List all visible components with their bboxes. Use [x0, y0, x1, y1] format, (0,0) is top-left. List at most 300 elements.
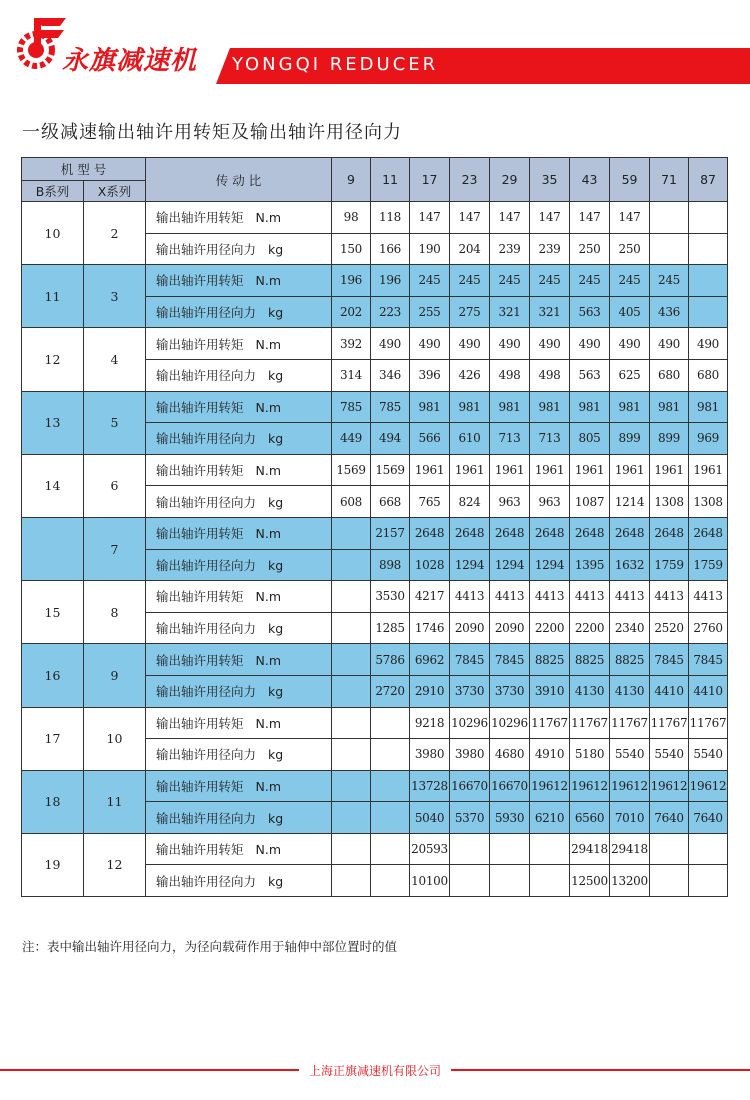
- radial-value-cell: 713: [490, 423, 530, 455]
- radial-value-cell: [332, 549, 371, 581]
- torque-value-cell: 1961: [689, 454, 728, 486]
- radial-value-cell: 3980: [450, 739, 490, 771]
- torque-value-cell: 29418: [570, 833, 610, 865]
- torque-value-cell: 19612: [610, 770, 650, 802]
- torque-value-cell: 2157: [371, 517, 410, 549]
- radial-unit: kg: [268, 684, 284, 700]
- radial-value-cell: 2090: [490, 612, 530, 644]
- radial-value-cell: 204: [450, 233, 490, 265]
- radial-label: 输出轴许用径向力: [156, 494, 257, 510]
- radial-label: 输出轴许用径向力: [156, 431, 257, 447]
- radial-label-cell: [146, 865, 332, 897]
- torque-value-cell: [689, 833, 728, 865]
- radial-label-cell: [146, 486, 332, 518]
- radial-value-cell: 4130: [610, 675, 650, 707]
- b-series-model: 14: [22, 454, 84, 517]
- radial-value-cell: 3980: [410, 739, 450, 771]
- radial-value-cell: 563: [570, 296, 610, 328]
- radial-value-cell: 1087: [570, 486, 610, 518]
- radial-label: 输出轴许用径向力: [156, 810, 257, 826]
- radial-value-cell: 5180: [570, 739, 610, 771]
- radial-label-cell: [146, 675, 332, 707]
- radial-value-cell: 2720: [371, 675, 410, 707]
- radial-value-cell: 1028: [410, 549, 450, 581]
- torque-value-cell: 245: [490, 265, 530, 297]
- b-series-model: 12: [22, 328, 84, 391]
- torque-value-cell: 981: [530, 391, 570, 423]
- radial-value-cell: 498: [530, 359, 570, 391]
- torque-value-cell: [332, 770, 371, 802]
- torque-value-cell: 245: [410, 265, 450, 297]
- ratio-cell: 23: [450, 158, 490, 202]
- torque-value-cell: 1961: [650, 454, 689, 486]
- x-series-model: 10: [84, 707, 146, 770]
- x-series-model: 6: [84, 454, 146, 517]
- torque-value-cell: 19612: [530, 770, 570, 802]
- radial-value-cell: 668: [371, 486, 410, 518]
- torque-value-cell: 10296: [490, 707, 530, 739]
- radial-value-cell: 899: [650, 423, 689, 455]
- torque-value-cell: 11767: [610, 707, 650, 739]
- torque-value-cell: 147: [570, 202, 610, 234]
- radial-unit: kg: [268, 431, 284, 447]
- torque-value-cell: 1961: [570, 454, 610, 486]
- x-series-model: 4: [84, 328, 146, 391]
- torque-value-cell: 7845: [689, 644, 728, 676]
- torque-value-cell: 2648: [450, 517, 490, 549]
- torque-value-cell: 490: [530, 328, 570, 360]
- torque-unit: N.m: [255, 210, 282, 226]
- radial-value-cell: 2910: [410, 675, 450, 707]
- torque-row: [22, 391, 728, 423]
- radial-unit: kg: [268, 747, 284, 763]
- radial-label: 输出轴许用径向力: [156, 241, 257, 257]
- b-series-model: 18: [22, 770, 84, 833]
- radial-value-cell: 2340: [610, 612, 650, 644]
- torque-value-cell: 16670: [490, 770, 530, 802]
- radial-value-cell: 5370: [450, 802, 490, 834]
- ratio-header: 传 动 比: [146, 158, 332, 202]
- radial-value-cell: 223: [371, 296, 410, 328]
- b-series-model: [22, 517, 84, 580]
- radial-unit: kg: [268, 810, 284, 826]
- torque-value-cell: 2648: [490, 517, 530, 549]
- page-header: [0, 0, 750, 110]
- torque-unit: N.m: [255, 652, 282, 668]
- torque-value-cell: 4413: [450, 581, 490, 613]
- table-note: 注：表中输出轴许用径向力，为径向载荷作用于轴伸中部位置时的值: [22, 939, 398, 954]
- radial-value-cell: 1746: [410, 612, 450, 644]
- radial-label: 输出轴许用径向力: [156, 305, 257, 321]
- torque-value-cell: 490: [410, 328, 450, 360]
- ratio-cell: 59: [610, 158, 650, 202]
- radial-value-cell: 805: [570, 423, 610, 455]
- torque-row: [22, 328, 728, 360]
- torque-value-cell: 11767: [570, 707, 610, 739]
- radial-value-cell: [650, 233, 689, 265]
- radial-value-cell: 494: [371, 423, 410, 455]
- x-series-model: 11: [84, 770, 146, 833]
- torque-value-cell: 490: [610, 328, 650, 360]
- torque-row: [22, 202, 728, 234]
- torque-value-cell: 1569: [332, 454, 371, 486]
- torque-value-cell: 245: [650, 265, 689, 297]
- torque-value-cell: 4413: [530, 581, 570, 613]
- torque-label-cell: [146, 328, 332, 360]
- torque-value-cell: 4413: [570, 581, 610, 613]
- torque-value-cell: 3530: [371, 581, 410, 613]
- torque-value-cell: 245: [530, 265, 570, 297]
- spec-table-body: [22, 158, 728, 897]
- torque-label-cell: [146, 644, 332, 676]
- brand-name-en: YONGQI REDUCER: [232, 54, 439, 75]
- company-name: 上海正旗减速机有限公司: [299, 1064, 451, 1078]
- radial-value-cell: 436: [650, 296, 689, 328]
- radial-value-cell: [371, 865, 410, 897]
- radial-label-cell: [146, 359, 332, 391]
- ratio-cell: 29: [490, 158, 530, 202]
- torque-value-cell: 13728: [410, 770, 450, 802]
- torque-value-cell: 196: [332, 265, 371, 297]
- radial-value-cell: 765: [410, 486, 450, 518]
- radial-value-cell: 963: [530, 486, 570, 518]
- radial-value-cell: 396: [410, 359, 450, 391]
- torque-value-cell: 147: [410, 202, 450, 234]
- torque-value-cell: 392: [332, 328, 371, 360]
- torque-value-cell: 981: [689, 391, 728, 423]
- torque-value-cell: 785: [371, 391, 410, 423]
- torque-value-cell: 4413: [490, 581, 530, 613]
- radial-label: 输出轴许用径向力: [156, 368, 257, 384]
- torque-value-cell: 7845: [650, 644, 689, 676]
- radial-value-cell: 2090: [450, 612, 490, 644]
- radial-value-cell: [332, 865, 371, 897]
- torque-value-cell: 981: [610, 391, 650, 423]
- radial-label-cell: [146, 739, 332, 771]
- radial-value-cell: [371, 739, 410, 771]
- radial-value-cell: 1294: [530, 549, 570, 581]
- radial-value-cell: [332, 612, 371, 644]
- radial-value-cell: 1294: [490, 549, 530, 581]
- torque-label: 输出轴许用转矩: [156, 842, 244, 858]
- torque-unit: N.m: [255, 526, 282, 542]
- torque-unit: N.m: [255, 778, 282, 794]
- footer: [0, 1060, 750, 1079]
- torque-row: [22, 265, 728, 297]
- radial-value-cell: 12500: [570, 865, 610, 897]
- torque-value-cell: 490: [689, 328, 728, 360]
- torque-value-cell: [371, 833, 410, 865]
- radial-value-cell: [530, 865, 570, 897]
- radial-value-cell: 969: [689, 423, 728, 455]
- torque-value-cell: 147: [610, 202, 650, 234]
- torque-value-cell: [371, 770, 410, 802]
- radial-value-cell: 449: [332, 423, 371, 455]
- torque-label-cell: [146, 391, 332, 423]
- radial-value-cell: 275: [450, 296, 490, 328]
- radial-value-cell: 5930: [490, 802, 530, 834]
- torque-value-cell: 19612: [650, 770, 689, 802]
- radial-unit: kg: [268, 621, 284, 637]
- radial-value-cell: 898: [371, 549, 410, 581]
- torque-value-cell: 981: [490, 391, 530, 423]
- radial-value-cell: 498: [490, 359, 530, 391]
- torque-value-cell: 245: [570, 265, 610, 297]
- radial-value-cell: 899: [610, 423, 650, 455]
- torque-unit: N.m: [255, 589, 282, 605]
- header-row: [22, 158, 728, 181]
- ratio-cell: 71: [650, 158, 689, 202]
- ratio-cell: 9: [332, 158, 371, 202]
- torque-value-cell: 4217: [410, 581, 450, 613]
- torque-row: [22, 770, 728, 802]
- torque-value-cell: 5786: [371, 644, 410, 676]
- torque-label: 输出轴许用转矩: [156, 210, 244, 226]
- radial-value-cell: [332, 739, 371, 771]
- radial-value-cell: 4680: [490, 739, 530, 771]
- radial-unit: kg: [268, 241, 284, 257]
- torque-value-cell: 2648: [689, 517, 728, 549]
- torque-value-cell: 196: [371, 265, 410, 297]
- radial-value-cell: 239: [490, 233, 530, 265]
- radial-value-cell: 2520: [650, 612, 689, 644]
- radial-label: 输出轴许用径向力: [156, 684, 257, 700]
- torque-value-cell: 7845: [490, 644, 530, 676]
- radial-value-cell: 1395: [570, 549, 610, 581]
- torque-label: 输出轴许用转矩: [156, 652, 244, 668]
- torque-value-cell: 29418: [610, 833, 650, 865]
- torque-row: [22, 833, 728, 865]
- torque-value-cell: 20593: [410, 833, 450, 865]
- b-series-model: 15: [22, 581, 84, 644]
- torque-value-cell: 11767: [689, 707, 728, 739]
- radial-value-cell: 250: [570, 233, 610, 265]
- torque-value-cell: 1961: [610, 454, 650, 486]
- radial-unit: kg: [268, 368, 284, 384]
- radial-value-cell: 1214: [610, 486, 650, 518]
- torque-value-cell: 981: [450, 391, 490, 423]
- torque-unit: N.m: [255, 463, 282, 479]
- radial-unit: kg: [268, 305, 284, 321]
- radial-value-cell: 7010: [610, 802, 650, 834]
- x-series-model: 12: [84, 833, 146, 896]
- radial-label-cell: [146, 802, 332, 834]
- torque-value-cell: [332, 707, 371, 739]
- radial-label-cell: [146, 612, 332, 644]
- model-header: 机 型 号: [22, 158, 146, 181]
- x-series-model: 5: [84, 391, 146, 454]
- torque-value-cell: 981: [650, 391, 689, 423]
- torque-value-cell: 11767: [650, 707, 689, 739]
- radial-value-cell: 4130: [570, 675, 610, 707]
- radial-value-cell: 6210: [530, 802, 570, 834]
- torque-label-cell: [146, 707, 332, 739]
- radial-value-cell: [689, 233, 728, 265]
- radial-label: 输出轴许用径向力: [156, 873, 257, 889]
- torque-value-cell: 1961: [410, 454, 450, 486]
- radial-value-cell: 4410: [689, 675, 728, 707]
- torque-value-cell: 4413: [689, 581, 728, 613]
- torque-value-cell: 4413: [610, 581, 650, 613]
- radial-value-cell: [490, 865, 530, 897]
- radial-value-cell: 250: [610, 233, 650, 265]
- torque-value-cell: 118: [371, 202, 410, 234]
- radial-value-cell: 321: [530, 296, 570, 328]
- radial-value-cell: [689, 865, 728, 897]
- ratio-cell: 35: [530, 158, 570, 202]
- torque-label: 输出轴许用转矩: [156, 778, 244, 794]
- torque-value-cell: [450, 833, 490, 865]
- torque-value-cell: [332, 833, 371, 865]
- torque-unit: N.m: [255, 842, 282, 858]
- b-series-model: 13: [22, 391, 84, 454]
- radial-label: 输出轴许用径向力: [156, 747, 257, 763]
- b-series-header: B系列: [22, 181, 84, 202]
- radial-value-cell: [450, 865, 490, 897]
- radial-value-cell: 2200: [530, 612, 570, 644]
- radial-value-cell: 1285: [371, 612, 410, 644]
- radial-value-cell: 625: [610, 359, 650, 391]
- torque-value-cell: [689, 202, 728, 234]
- torque-value-cell: 981: [570, 391, 610, 423]
- torque-value-cell: 8825: [610, 644, 650, 676]
- torque-value-cell: [332, 581, 371, 613]
- torque-value-cell: 19612: [570, 770, 610, 802]
- torque-value-cell: 8825: [570, 644, 610, 676]
- torque-value-cell: 1961: [530, 454, 570, 486]
- brand-name-cn: 永旗减速机: [62, 46, 198, 76]
- torque-value-cell: 4413: [650, 581, 689, 613]
- torque-unit: N.m: [255, 336, 282, 352]
- torque-value-cell: 7845: [450, 644, 490, 676]
- radial-value-cell: 1308: [650, 486, 689, 518]
- radial-value-cell: 13200: [610, 865, 650, 897]
- ratio-cell: 43: [570, 158, 610, 202]
- torque-value-cell: 490: [371, 328, 410, 360]
- x-series-model: 2: [84, 202, 146, 265]
- radial-value-cell: 239: [530, 233, 570, 265]
- torque-value-cell: 2648: [570, 517, 610, 549]
- radial-label-cell: [146, 233, 332, 265]
- torque-label-cell: [146, 517, 332, 549]
- radial-label-cell: [146, 549, 332, 581]
- radial-value-cell: 190: [410, 233, 450, 265]
- torque-value-cell: 147: [450, 202, 490, 234]
- torque-label: 输出轴许用转矩: [156, 273, 244, 289]
- torque-label-cell: [146, 581, 332, 613]
- torque-value-cell: 19612: [689, 770, 728, 802]
- radial-value-cell: 1294: [450, 549, 490, 581]
- radial-value-cell: 202: [332, 296, 371, 328]
- torque-value-cell: 9218: [410, 707, 450, 739]
- torque-row: [22, 707, 728, 739]
- torque-value-cell: 2648: [610, 517, 650, 549]
- b-series-model: 11: [22, 265, 84, 328]
- torque-value-cell: 1961: [490, 454, 530, 486]
- torque-value-cell: 1961: [450, 454, 490, 486]
- radial-label-cell: [146, 296, 332, 328]
- torque-value-cell: [530, 833, 570, 865]
- radial-value-cell: 3730: [490, 675, 530, 707]
- radial-label: 输出轴许用径向力: [156, 557, 257, 573]
- radial-value-cell: 680: [689, 359, 728, 391]
- x-series-model: 3: [84, 265, 146, 328]
- x-series-header: X系列: [84, 181, 146, 202]
- radial-value-cell: [332, 675, 371, 707]
- torque-value-cell: 98: [332, 202, 371, 234]
- radial-value-cell: 346: [371, 359, 410, 391]
- radial-value-cell: 713: [530, 423, 570, 455]
- radial-value-cell: 3910: [530, 675, 570, 707]
- radial-value-cell: 1308: [689, 486, 728, 518]
- x-series-model: 8: [84, 581, 146, 644]
- torque-label-cell: [146, 770, 332, 802]
- radial-value-cell: 608: [332, 486, 371, 518]
- radial-value-cell: 321: [490, 296, 530, 328]
- torque-value-cell: 490: [490, 328, 530, 360]
- torque-value-cell: 16670: [450, 770, 490, 802]
- torque-value-cell: 6962: [410, 644, 450, 676]
- torque-value-cell: 147: [490, 202, 530, 234]
- radial-value-cell: 426: [450, 359, 490, 391]
- radial-value-cell: 4410: [650, 675, 689, 707]
- radial-value-cell: 5540: [610, 739, 650, 771]
- radial-value-cell: 166: [371, 233, 410, 265]
- torque-value-cell: 2648: [650, 517, 689, 549]
- torque-value-cell: [650, 202, 689, 234]
- radial-value-cell: 1632: [610, 549, 650, 581]
- torque-value-cell: 147: [530, 202, 570, 234]
- torque-value-cell: [650, 833, 689, 865]
- radial-unit: kg: [268, 557, 284, 573]
- spec-table: [21, 157, 728, 897]
- radial-value-cell: 314: [332, 359, 371, 391]
- radial-value-cell: 6560: [570, 802, 610, 834]
- torque-value-cell: 490: [450, 328, 490, 360]
- ratio-cell: 11: [371, 158, 410, 202]
- radial-value-cell: 3730: [450, 675, 490, 707]
- torque-label: 输出轴许用转矩: [156, 463, 244, 479]
- radial-label: 输出轴许用径向力: [156, 621, 257, 637]
- torque-row: [22, 644, 728, 676]
- radial-value-cell: [689, 296, 728, 328]
- b-series-model: 17: [22, 707, 84, 770]
- radial-value-cell: 5540: [650, 739, 689, 771]
- torque-value-cell: [332, 644, 371, 676]
- radial-value-cell: 4910: [530, 739, 570, 771]
- torque-unit: N.m: [255, 715, 282, 731]
- torque-label: 输出轴许用转矩: [156, 336, 244, 352]
- radial-value-cell: [371, 802, 410, 834]
- torque-value-cell: 785: [332, 391, 371, 423]
- b-series-model: 19: [22, 833, 84, 896]
- torque-value-cell: 245: [450, 265, 490, 297]
- torque-value-cell: 245: [610, 265, 650, 297]
- radial-unit: kg: [268, 873, 284, 889]
- torque-row: [22, 454, 728, 486]
- page-title: 一级减速输出轴许用转矩及输出轴许用径向力: [22, 122, 402, 143]
- torque-label: 输出轴许用转矩: [156, 715, 244, 731]
- torque-value-cell: 490: [650, 328, 689, 360]
- torque-value-cell: 8825: [530, 644, 570, 676]
- radial-value-cell: 150: [332, 233, 371, 265]
- ratio-cell: 17: [410, 158, 450, 202]
- torque-unit: N.m: [255, 399, 282, 415]
- x-series-model: 7: [84, 517, 146, 580]
- radial-value-cell: 5540: [689, 739, 728, 771]
- radial-value-cell: 7640: [689, 802, 728, 834]
- torque-value-cell: 2648: [530, 517, 570, 549]
